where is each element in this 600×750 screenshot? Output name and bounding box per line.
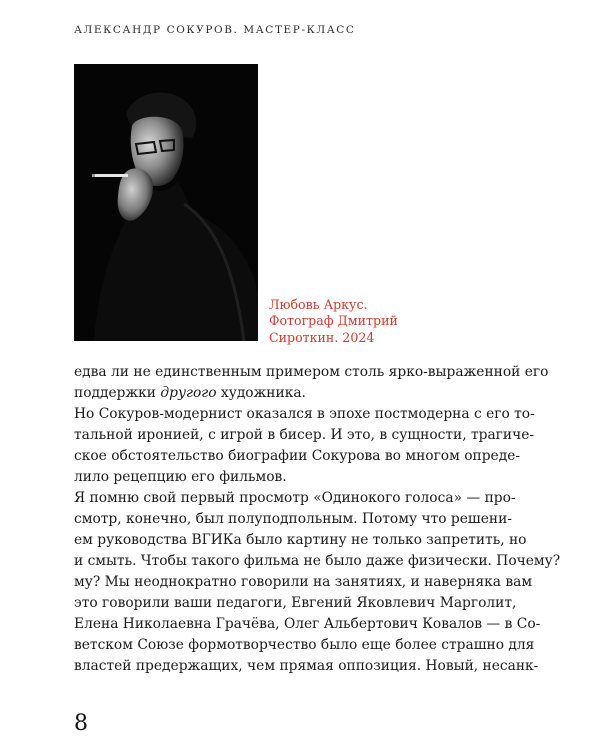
body-text	[74, 362, 561, 677]
text-line: это говорили ваши педагоги, Евгений Яковлевич Марголит,	[74, 595, 517, 611]
text-line: Я помню свой первый просмотр «Одинокого голоса» — про-	[74, 490, 516, 506]
text-line: ветском Союзе формотворчество было еще более страшно для	[74, 637, 535, 653]
photo-caption	[269, 297, 469, 346]
portrait-photo-icon	[74, 64, 258, 341]
text-line: му? Мы неоднократно говорили на занятиях, и наверняка вам	[74, 574, 533, 590]
emphasis: другого	[160, 385, 217, 401]
text-line: Елена Николаевна Грачёва, Олег Альбертович Ковалов — в Со-	[74, 616, 541, 632]
text-line: властей предержащих, чем прямая оппозиция. Новый, несанк-	[74, 658, 539, 674]
caption-line: Сироткин. 2024	[269, 329, 375, 345]
running-head: АЛЕКСАНДР СОКУРОВ. МАСТЕР-КЛАСС	[74, 24, 356, 36]
caption-line: Фотограф Дмитрий	[269, 313, 398, 329]
text-line: ское обстоятельство биографии Сокурова во многом опреде-	[74, 448, 521, 464]
text-line: едва ли не единственным примером столь ярко-выраженной его	[74, 364, 549, 380]
text-line: лило рецепцию его фильмов.	[74, 469, 287, 485]
text-line: тальной иронией, с игрой в бисер. И это, в сущности, трагиче-	[74, 427, 535, 443]
page-number: 8	[74, 711, 88, 736]
portrait-photo	[74, 64, 258, 341]
caption-line: Любовь Аркус.	[269, 297, 368, 312]
text-line: поддержки другого художника.	[74, 385, 306, 401]
text-line: смотр, конечно, был полуподпольным. Потому что решени-	[74, 511, 512, 527]
text-line: Но Сокуров-модернист оказался в эпохе постмодерна с его то-	[74, 406, 535, 422]
text-line: и смыть. Чтобы такого фильма не было даже физически. Почему?	[74, 553, 561, 569]
text-line: ем руководства ВГИКа было картину не только запретить, но	[74, 532, 527, 548]
